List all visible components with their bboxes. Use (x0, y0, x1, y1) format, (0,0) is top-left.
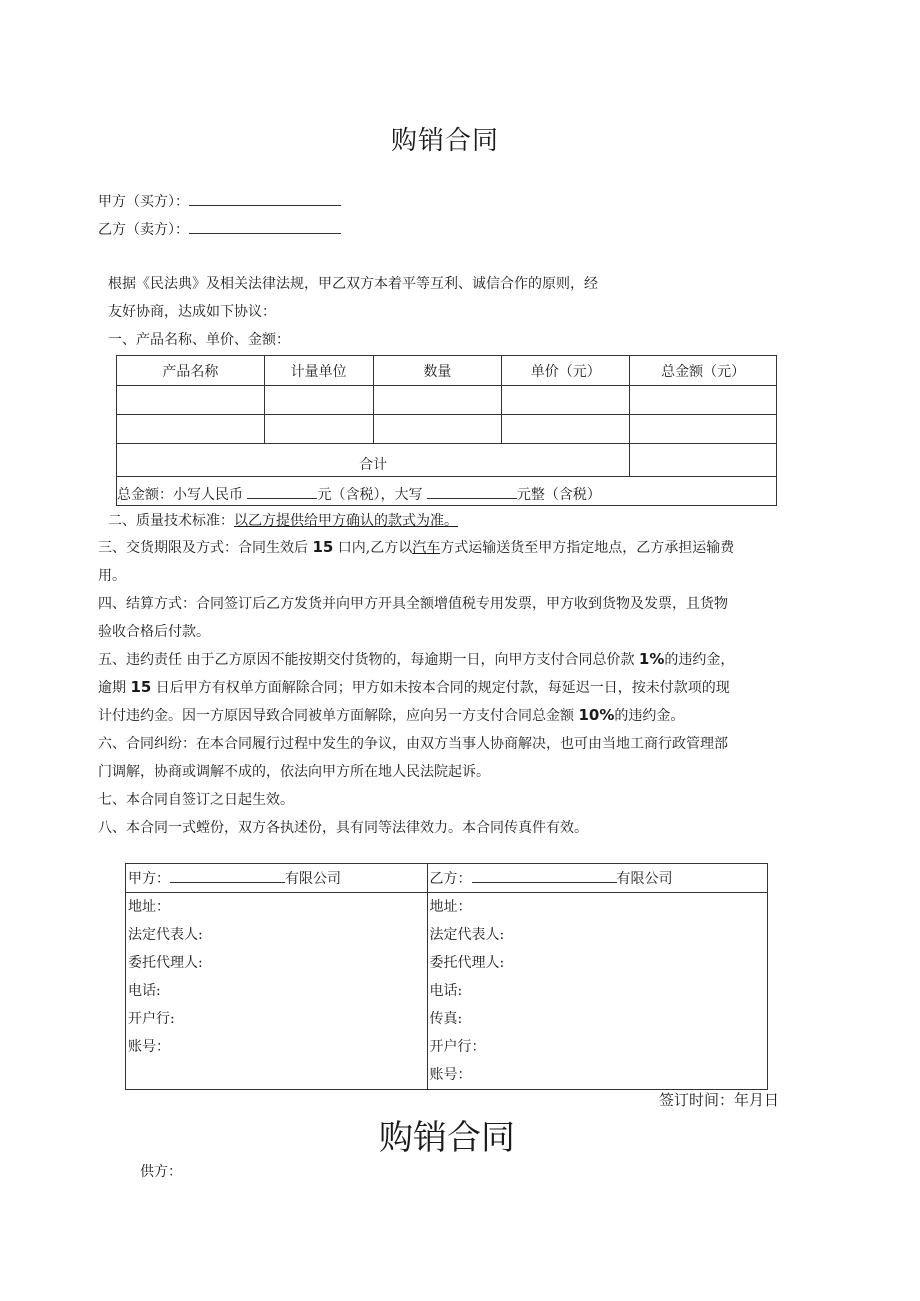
amount-prefix: 总金额：小写人民币 (117, 487, 243, 503)
buyer-label: 甲方（买方）： (98, 194, 189, 210)
party-b-company-blank[interactable] (472, 870, 617, 883)
product-table-header (117, 356, 777, 386)
party-a-address[interactable]: 地址： (128, 899, 170, 915)
party-a-header (126, 864, 428, 893)
supplier-label: 供方： (140, 1164, 182, 1180)
clause-3-line-1 (98, 537, 734, 557)
table-cell[interactable] (117, 386, 265, 415)
section-1-heading: 一、产品名称、单价、金额： (108, 332, 290, 348)
clause-3-c: 方式运输送货至甲方指定地点，乙方承担运输费 (440, 540, 735, 556)
clause-6-line-1: 六、合同纠纷：在本合同履行过程中发生的争议，由双方当事人协商解决，也可由当地工商行政管理部 (98, 736, 728, 752)
table-cell[interactable] (373, 386, 502, 415)
header-quantity: 数量 (373, 356, 502, 386)
party-a-agent[interactable]: 委托代理人: (128, 955, 203, 971)
clause-4-line-2: 验收合格后付款。 (98, 624, 210, 640)
clause-6-line-2: 门调解，协商或调解不成的，依法向甲方所在地人民法院起诉。 (98, 764, 490, 780)
clause-5-d: 日后甲方有权单方面解除合同；甲方如未按本合同的规定付款，每延迟一日，按未付款项的现 (155, 680, 730, 696)
party-a-phone[interactable]: 电话: (128, 983, 161, 999)
party-b-label: 乙方： (429, 871, 472, 887)
table-cell[interactable] (373, 415, 502, 444)
clause-5-b: 的违约金， (664, 652, 735, 668)
party-a-label: 甲方： (128, 871, 170, 887)
party-a-legal-rep[interactable]: 法定代表人: (128, 927, 203, 943)
clause-7: 七、本合同自签订之日起生效。 (98, 792, 294, 808)
table-cell[interactable] (502, 386, 630, 415)
party-b-header (427, 864, 768, 893)
clause-3-days: 15 (312, 538, 334, 556)
clause-5-f: 的违约金。 (614, 708, 685, 724)
signature-header-row (126, 864, 768, 893)
party-b-phone[interactable]: 电话: (429, 983, 463, 999)
party-a-company-blank[interactable] (170, 870, 285, 883)
party-b-details (427, 893, 768, 1090)
party-b-company-suffix: 有限公司 (616, 871, 673, 887)
seller-line (98, 219, 341, 239)
table-cell[interactable] (264, 415, 373, 444)
header-product-name: 产品名称 (117, 356, 265, 386)
table-cell[interactable] (264, 386, 373, 415)
intro-line-1: 根据《民法典》及相关法律法规，甲乙双方本着平等互利、诚信合作的原则，经 (108, 276, 598, 292)
buyer-line (98, 191, 341, 211)
clause-5-line-3 (98, 705, 684, 725)
clause-8: 八、本合同一式螳份，双方各执述份，具有同等法律效力。本合同传真件有效。 (98, 820, 588, 836)
header-unit-price: 单价（元） (502, 356, 630, 386)
clause-5-e: 计付违约金。因一方原因导致合同被单方面解除，应向另一方支付合同总金额 (98, 708, 574, 724)
clause-3-b: 口内,乙方以 (337, 540, 413, 556)
table-cell[interactable] (502, 415, 630, 444)
table-cell[interactable] (117, 415, 265, 444)
header-unit: 计量单位 (264, 356, 373, 386)
clause-2 (108, 510, 458, 530)
table-cell[interactable] (630, 415, 777, 444)
party-b-agent[interactable]: 委托代理人: (429, 955, 505, 971)
seller-blank[interactable] (189, 221, 341, 234)
signature-body-row (126, 893, 768, 1090)
seller-label: 乙方（卖方）： (98, 222, 189, 238)
sign-date: 签订时间：年月日 (659, 1091, 780, 1109)
party-b-account[interactable]: 账号： (429, 1067, 472, 1083)
second-title: 购销合同 (379, 1118, 515, 1158)
intro-line-2: 友好协商，达成如下协议： (108, 304, 276, 320)
table-row (117, 386, 777, 415)
clause-2-standard: 以乙方提供给甲方确认的款式为准。 (234, 513, 458, 529)
total-cell[interactable] (630, 444, 777, 477)
table-cell[interactable] (630, 386, 777, 415)
clause-3-transport: 汽车 (412, 540, 441, 556)
total-row (117, 444, 777, 477)
clause-3-a: 三、交货期限及方式：合同生效后 (98, 540, 308, 556)
party-a-bank[interactable]: 开户行: (128, 1011, 175, 1027)
amount-row (117, 477, 777, 506)
party-b-address[interactable]: 地址： (429, 899, 472, 915)
header-total-amount: 总金额（元） (630, 356, 777, 386)
amount-mid: 元（含税），大写 (317, 487, 423, 503)
product-table (116, 355, 777, 506)
signature-table (125, 863, 768, 1090)
clause-5-pct-2: 10% (578, 706, 615, 724)
total-label: 合计 (117, 444, 630, 477)
page-title: 购销合同 (391, 126, 500, 156)
clause-5-pct-1: 1% (638, 650, 665, 668)
amount-cell (117, 477, 777, 506)
clause-2-prefix: 二、质量技术标准： (108, 513, 234, 529)
amount-suffix: 元整（含税） (516, 487, 601, 503)
party-a-company-suffix: 有限公司 (285, 871, 341, 887)
party-b-fax[interactable]: 传真: (429, 1011, 463, 1027)
party-a-account[interactable]: 账号： (128, 1039, 170, 1055)
party-b-bank[interactable]: 开户行： (429, 1039, 486, 1055)
clause-4-line-1: 四、结算方式：合同签订后乙方发货并向甲方开具全额增值税专用发票，甲方收到货物及发票，且货物 (98, 596, 728, 612)
clause-5-a: 五、违约责任 由于乙方原因不能按期交付货物的，每逾期一日，向甲方支付合同总价款 (98, 652, 635, 668)
table-row (117, 415, 777, 444)
clause-3-line-2: 用。 (98, 568, 126, 584)
amount-lowercase-blank[interactable] (247, 486, 317, 499)
party-a-details (126, 893, 428, 1090)
clause-5-days: 15 (130, 678, 152, 696)
clause-5-line-2 (98, 677, 730, 697)
clause-5-c: 逾期 (98, 680, 126, 696)
party-b-legal-rep[interactable]: 法定代表人: (429, 927, 505, 943)
amount-uppercase-blank[interactable] (427, 486, 517, 499)
clause-5-line-1 (98, 649, 734, 669)
buyer-blank[interactable] (189, 193, 341, 206)
